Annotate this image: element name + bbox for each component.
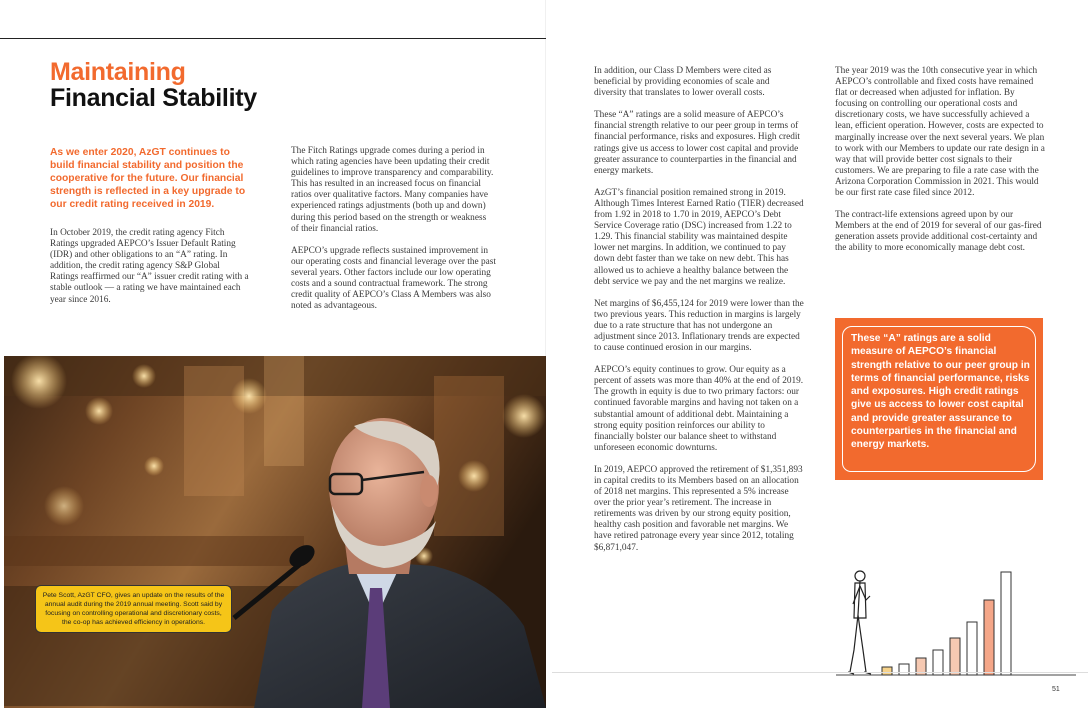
paragraph: In October 2019, the credit rating agency Fitch Ratings upgraded AEPCO’s Issuer Default Rating (IDR) and other obligations to an “A” rating. In addition, the credit rating agency S&P Global Ratings reaffirmed our “A” issuer credit rating with a stable outlook — a rating we have maintained each year since 2016. — [50, 228, 249, 305]
paragraph: AEPCO’s upgrade reflects sustained improvement in our operating costs and financial leverage over the past several years. Other factors include our low operating costs and a sound contractual framework. The strong credit quality of AEPCO’s Class A Members was also noted as advantageous. — [291, 245, 496, 312]
column-1 — [50, 228, 250, 317]
paragraph: AEPCO’s equity continues to grow. Our equity as a percent of assets was more than 40% at the end of 2019. The growth in equity is due to two primary factors: our continued favorable margins and having not taken on a substantial amount of additional debt. Maintaining a strong equity position reinforces our ability to financially bolster our balance sheet to withstand unforeseen economic downturns. — [594, 365, 804, 453]
intro-paragraph: As we enter 2020, AzGT continues to build financial stability and position the cooperative for the future. Our financial strength is reflected in a key upgrade to our credit rating received in 2019. — [50, 147, 246, 210]
paragraph: The Fitch Ratings upgrade comes during a period in which rating agencies have been updating their credit guidelines to improve transparency and comparability. This has resulted in an increased focus on financial ratios over qualitative factors. Many companies have experienced ratings adjustments (both up and down) during this period based on the strength or weakness of their financial ratios. — [291, 146, 494, 234]
paragraph: AzGT’s financial position remained strong in 2019. Although Times Interest Earned Ratio (TIER) decreased from 1.92 in 2018 to 1.70 in 2019, AEPCO’s Debt Service Coverage ratio (DSC) increased from 1.22 to 1.29. This financial stability was maintained despite lower net margins. In addition, we continued to pay down debt faster than we take on new debt. This has allowed us to achieve a healthy balance between the debt service we pay and the net margins we realize. — [594, 187, 804, 287]
top-rule — [0, 38, 546, 39]
speaker-photo — [4, 356, 546, 708]
column-4 — [835, 66, 1045, 266]
title-line-1: Maintaining — [50, 58, 186, 86]
pull-quote-text: These “A” ratings are a solid measure of AEPCO’s financial strength relative to our peer group in terms of financial performance, risks and exposures. High credit ratings give us access to lower cost capital and provide greater assurance to counterparties in the financial and energy markets. — [851, 333, 1030, 451]
growth-bars-illustration — [836, 560, 1076, 680]
column-3 — [594, 66, 804, 565]
paragraph: Net margins of $6,455,124 for 2019 were lower than the two previous years. This reduction in margins is largely due to a rate structure that has not undergone an adjustment since 2013. Inflationary trends are expected to cause continued erosion in our margins. — [594, 298, 804, 354]
paragraph: The contract-life extensions agreed upon by our Members at the end of 2019 for several of our gas-fired generation assets provide additional cost-certainty and the ability to more economically manage debt cost. — [835, 210, 1042, 254]
footer-rule — [552, 672, 1088, 673]
page-number: 51 — [1052, 686, 1060, 693]
title-line-2: Financial Stability — [50, 84, 257, 112]
paragraph: These “A” ratings are a solid measure of AEPCO’s financial strength relative to our peer group in terms of financial performance, risks and exposures. High credit ratings give us access to lower cost capital and provide greater assurance to counterparties in the financial and energy markets. — [594, 110, 801, 176]
pull-quote-box — [835, 318, 1043, 480]
paragraph: In 2019, AEPCO approved the retirement of $1,351,893 in capital credits to its Members based on an allocation of 2018 net margins. This represented a 5% increase over the prior year’s retirement. The increase in retirements was driven by our strong equity position, healthy cash position and favorable net margins. We have retired patronage every year since 2012, totaling $6,871,047. — [594, 464, 803, 553]
person-icon — [848, 571, 871, 674]
paragraph: The year 2019 was the 10th consecutive year in which AEPCO’s controllable and fixed costs have remained flat or decreased when adjusted for inflation. By focusing on controlling our operational costs and discretionary costs, we have successfully achieved a lean, efficient operation. However, costs are expected to marginally increase over the next several years. We plan to work with our Members to update our rate design in a way that will provide better cost signals to their customers. We are preparing to file a rate case with the Arizona Corporation Commission in 2021. This would be our first rate case filed since 2012. — [835, 66, 1045, 199]
photo-caption: Pete Scott, AzGT CFO, gives an update on the results of the annual audit during the 2019 annual meeting. Scott said by focusing on controlling operational and discretionary costs, the co-op has achieved efficiency in operations. — [35, 585, 232, 633]
column-2 — [291, 146, 496, 323]
paragraph: In addition, our Class D Members were cited as beneficial by providing economies of scale and diversity that translates to lower overall costs. — [594, 66, 772, 99]
